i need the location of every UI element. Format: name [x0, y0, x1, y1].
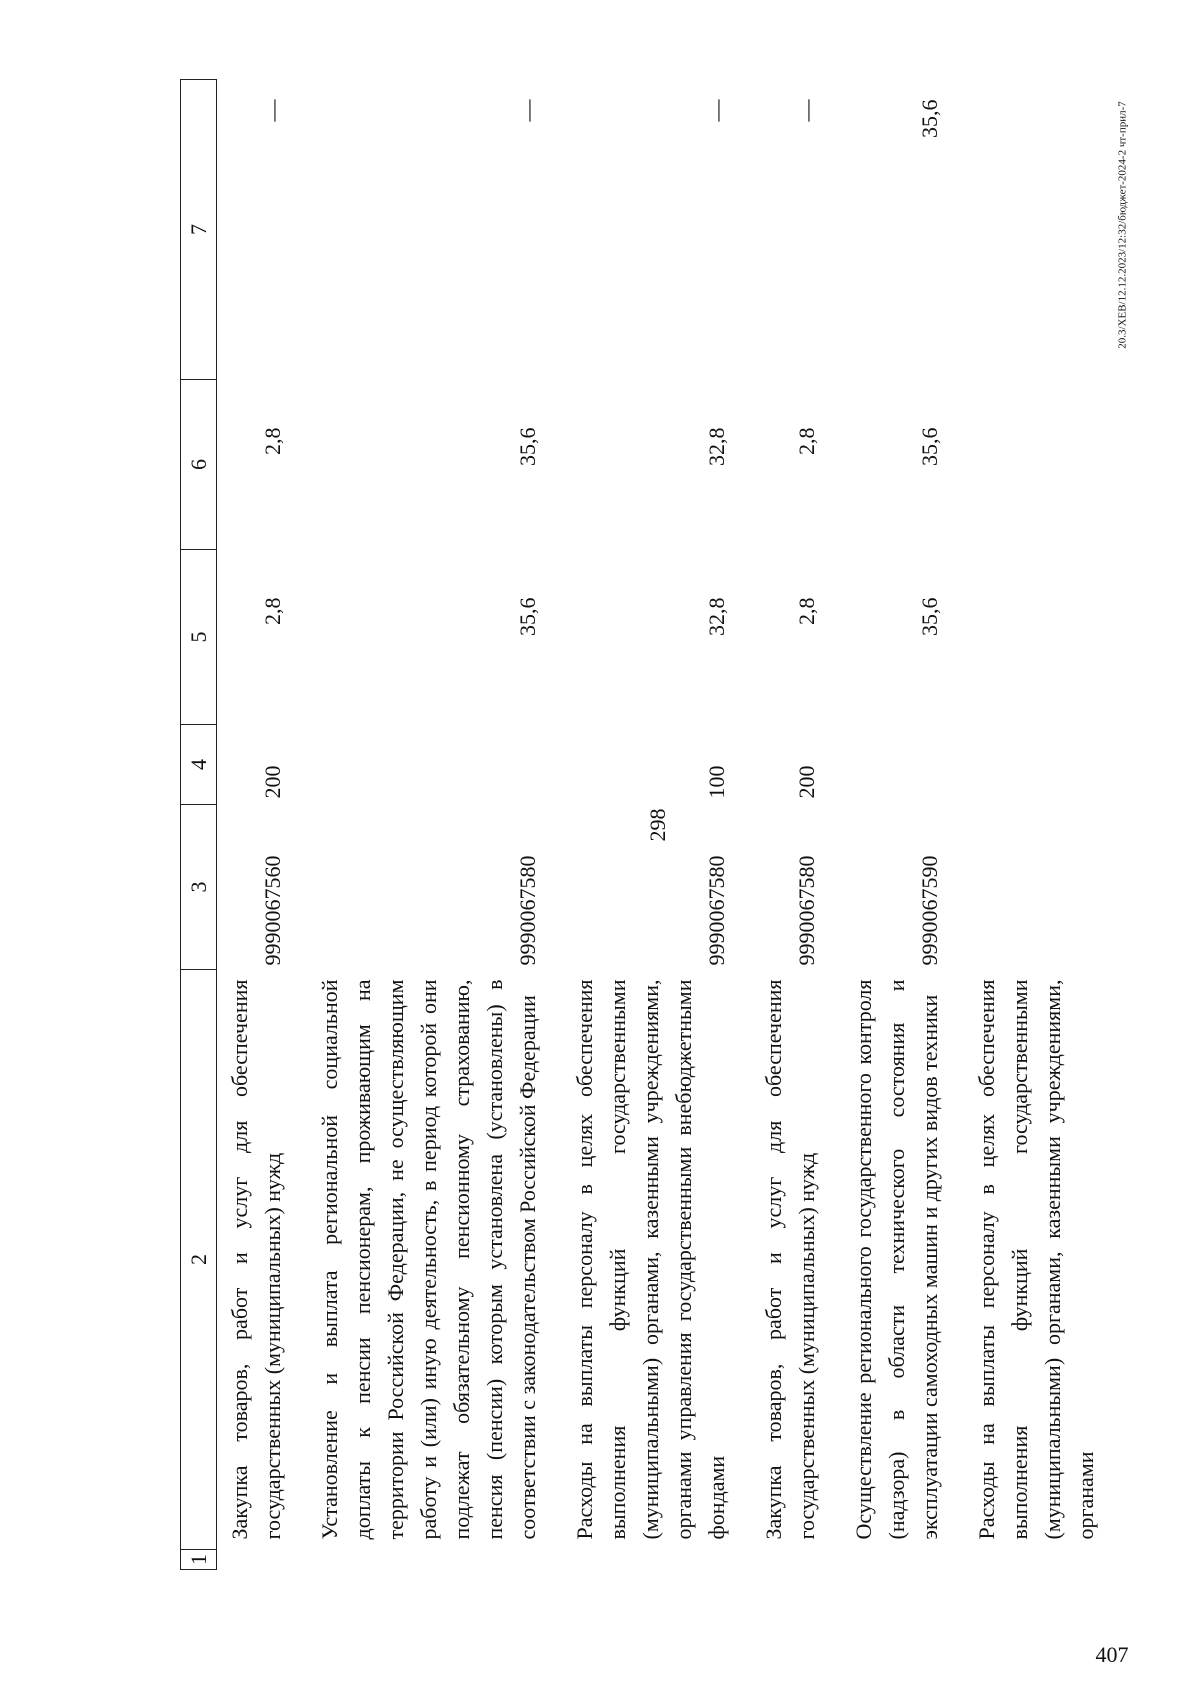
- row-value-col6: 2,8: [794, 427, 819, 455]
- row-value-col5: 35,6: [515, 597, 540, 636]
- row-value-col7: —: [260, 99, 285, 122]
- row-value-col6: 2,8: [260, 427, 285, 455]
- row-expense-type: 200: [260, 765, 285, 799]
- table-row: [217, 80, 290, 1570]
- sheet-number: 407: [1095, 1642, 1129, 1667]
- row-expense-type: [841, 725, 946, 805]
- row-value-col6: 32,8: [704, 427, 729, 466]
- row-expense-type: 200: [794, 765, 819, 799]
- document-reference-code: 20.3/XEB/12.12.2023/12:32/бюджет-2024-2 чт-прил-7: [1116, 101, 1129, 349]
- row-value-col6: 35,6: [515, 427, 540, 466]
- row-value-col5: 2,8: [260, 597, 285, 625]
- table-header-row: [181, 80, 217, 1570]
- row-value-col5: [964, 550, 1102, 725]
- budget-table-rotated: [180, 80, 1098, 1570]
- row-target-code: 9990067580: [515, 855, 540, 966]
- header-col-5: 5: [181, 550, 217, 725]
- row-description: Расходы на выплаты персоналу в целях обеспечения выполнения функций государственными (муниципальными) органами, казенными учреждениями, органами: [974, 979, 1098, 1540]
- table-row: [751, 80, 823, 1570]
- row-description: Расходы на выплаты персоналу в целях обеспечения выполнения функций государственными (муниципальными) органами, казенными учреждениями, органами управления государственными внебюджетными фондами: [572, 979, 729, 1540]
- header-col-6: 6: [181, 380, 217, 550]
- table-row: [307, 80, 544, 1570]
- row-description: Установление и выплата региональной социальной доплаты к пенсии пенсионерам, проживающим на территории Российской Федерации, не осуществляющим работу и (или) иную деятельность, в период которой они подлежат обязательному пенсионному страхованию, пенсия (пенсии) которым установлена (установлены) в соответствии с законодательством Российской Федерации: [317, 979, 540, 1540]
- budget-table: [180, 79, 1102, 1570]
- row-expense-type: [307, 725, 544, 805]
- row-value-col7: —: [704, 99, 729, 122]
- header-col-7: 7: [181, 80, 217, 380]
- header-col-1: 1: [181, 1550, 217, 1570]
- page-number: 298: [645, 808, 670, 842]
- row-value-col5: 35,6: [917, 597, 942, 636]
- row-target-code: 9990067590: [917, 855, 942, 966]
- row-value-col6: 35,6: [917, 427, 942, 466]
- row-value-col7: [964, 80, 1102, 380]
- row-value-col7: —: [515, 99, 540, 122]
- row-value-col7: —: [794, 99, 819, 122]
- header-col-2: 2: [181, 970, 217, 1550]
- row-target-code: [964, 805, 1102, 970]
- row-value-col6: [964, 380, 1102, 550]
- row-target-code: 9990067560: [260, 855, 285, 966]
- row-expense-type: 100: [704, 765, 729, 799]
- row-target-code: 9990067580: [794, 855, 819, 966]
- row-description: Осуществление регионального государственного контроля (надзора) в области технического состояния и эксплуатации самоходных машин и других видов техники: [851, 979, 942, 1540]
- table-row: [562, 80, 733, 1570]
- header-col-3: 3: [181, 805, 217, 970]
- row-target-code: 9990067580: [704, 855, 729, 966]
- row-value-col5: 2,8: [794, 597, 819, 625]
- header-col-4: 4: [181, 725, 217, 805]
- table-row: [841, 80, 946, 1570]
- row-expense-type: [964, 725, 1102, 805]
- row-description: Закупка товаров, работ и услуг для обеспечения государственных (муниципальных) нужд: [761, 979, 819, 1540]
- row-description: Закупка товаров, работ и услуг для обеспечения государственных (муниципальных) нужд: [227, 979, 285, 1540]
- row-value-col7: 35,6: [917, 99, 942, 138]
- row-value-col5: 32,8: [704, 597, 729, 636]
- table-row: [964, 80, 1102, 1570]
